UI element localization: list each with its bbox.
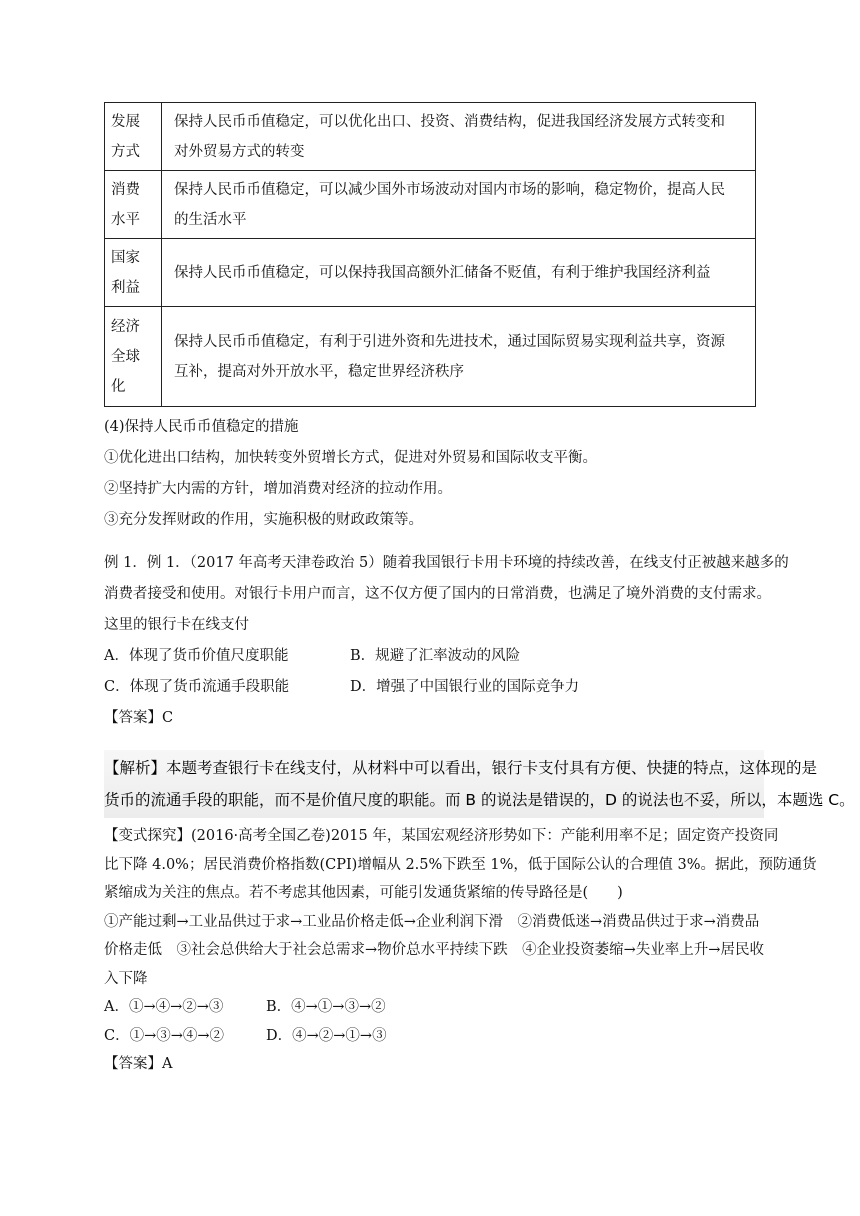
option-d: D．增强了中国银行业的国际竞争力 — [350, 679, 580, 695]
section-heading: (4)保持人民币币值稳定的措施 — [104, 419, 299, 435]
analysis-line: 【解析】本题考查银行卡在线支付，从材料中可以看出，银行卡支付具有方便、快捷的特点，这体现的是 — [104, 759, 818, 777]
option-a: A．①→④→②→③ — [104, 999, 224, 1015]
currency-stability-table — [104, 102, 756, 407]
question-line: 紧缩成为关注的焦点。若不考虑其他因素，可能引发通货紧缩的传导路径是( ) — [104, 885, 623, 901]
row-content: 保持人民币币值稳定，可以减少国外市场波动对国内市场的影响，稳定物价，提高人民 的生活水平 — [162, 171, 756, 239]
option-row — [104, 993, 759, 1022]
row-content: 保持人民币币值稳定，可以保持我国高额外汇储备不贬值，有利于维护我国经济利益 — [162, 239, 756, 307]
question-line: ①产能过剩→工业品供过于求→工业品价格走低→企业利润下滑 ②消费低迷→消费品供过于求→消费品 — [104, 913, 760, 930]
table-row — [105, 103, 756, 171]
question-line: 这里的银行卡在线支付 — [104, 617, 249, 633]
option-b: B．④→①→③→② — [266, 999, 386, 1015]
table-row — [105, 307, 756, 407]
row-content: 保持人民币币值稳定，有利于引进外资和先进技术，通过国际贸易实现利益共享，资源 互补，提高对外开放水平，稳定世界经济秩序 — [162, 307, 756, 407]
option-row — [104, 672, 759, 703]
analysis-line: 货币的流通手段的职能，而不是价值尺度的职能。而 B 的说法是错误的，D 的说法也不妥，所以，本题选 C。 — [104, 791, 855, 809]
example-question — [104, 548, 789, 734]
option-row — [104, 641, 759, 672]
option-c: C．①→③→④→② — [104, 1027, 225, 1044]
option-row — [104, 1022, 759, 1051]
row-label: 经济 全球 化 — [105, 307, 162, 407]
question-line: 入下降 — [104, 970, 148, 987]
list-item: ②坚持扩大内需的方针，增加消费对经济的拉动作用。 — [104, 481, 452, 497]
table-row — [105, 239, 756, 307]
row-label: 国家 利益 — [105, 239, 162, 307]
answer-label: 【答案】C — [104, 710, 174, 726]
question-line: 价格走低 ③社会总供给大于社会总需求→物价总水平持续下跌 ④企业投资萎缩→失业率上升→居民收 — [104, 942, 764, 958]
row-content: 保持人民币币值稳定，可以优化出口、投资、消费结构，促进我国经济发展方式转变和 对外贸易方式的转变 — [162, 103, 756, 171]
row-label: 消费 水平 — [105, 171, 162, 239]
table-row — [105, 171, 756, 239]
answer-label: 【答案】A — [104, 1056, 173, 1072]
option-c: C．体现了货币流通手段职能 — [104, 679, 290, 695]
question-line: 消费者接受和使用。对银行卡用户而言，这不仅方便了国内的日常消费，也满足了境外消费的支付需求。 — [104, 586, 771, 602]
list-item: ①优化进出口结构，加快转变外贸增长方式，促进对外贸易和国际收支平衡。 — [104, 450, 597, 466]
option-a: A．体现了货币价值尺度职能 — [104, 648, 289, 664]
question-line: 例 1．例 1．（2017 年高考天津卷政治 5）随着我国银行卡用卡环境的持续改善，在线支付正被越来越多的 — [104, 555, 789, 571]
question-line: 【变式探究】(2016·高考全国乙卷)2015 年，某国宏观经济形势如下：产能利用率不足；固定资产投资同 — [104, 828, 779, 844]
analysis-block — [104, 750, 855, 818]
question-line: 比下降 4.0%；居民消费价格指数(CPI)增幅从 2.5%下跌至 1%，低于国际公认的合理值 3%。据此，预防通货 — [104, 856, 817, 873]
option-b: B．规避了汇率波动的风险 — [350, 648, 521, 664]
list-item: ③充分发挥财政的作用，实施积极的财政政策等。 — [104, 512, 423, 528]
option-d: D．④→②→①→③ — [266, 1027, 387, 1044]
variant-question — [104, 822, 817, 1079]
row-label: 发展 方式 — [105, 103, 162, 171]
measures-section — [104, 412, 759, 536]
